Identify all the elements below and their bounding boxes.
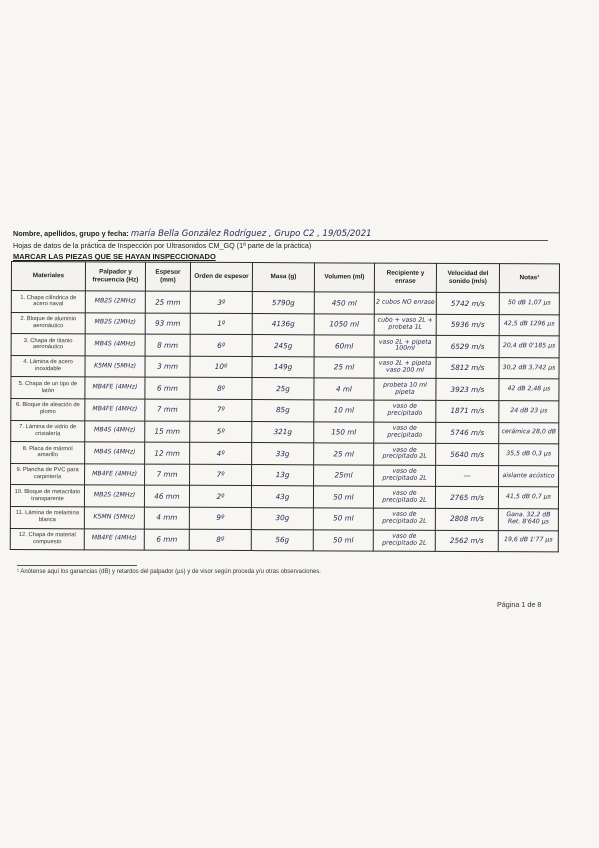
material-cell: 7. Lámina de vidrio de cristalería [11, 420, 85, 442]
probe-cell: MB4S (4MHz) [85, 442, 145, 464]
order-cell: 9º [189, 507, 251, 529]
col-velocidad: Velocidad del sonido (m/s) [436, 263, 499, 292]
thickness-cell: 93 mm [145, 313, 190, 335]
mass-cell: 5790g [252, 292, 314, 314]
col-recipiente: Recipiente y enrase [374, 263, 436, 292]
table-row [11, 398, 559, 422]
velocity-cell: 6529 m/s [436, 336, 499, 358]
velocity-cell: 2562 m/s [435, 530, 498, 552]
notes-cell: 20,4 dB 0'185 µs [499, 336, 559, 358]
notes-cell: 41,5 dB 0,7 µs [498, 487, 558, 509]
table-row [11, 463, 559, 487]
table-row [11, 377, 559, 401]
mass-cell: 30g [251, 507, 313, 529]
probe-cell: MB2S (2MHz) [84, 485, 144, 507]
velocity-cell: 5640 m/s [436, 444, 499, 466]
velocity-cell: 3923 m/s [436, 379, 499, 401]
container-cell: vaso 2L + pipeta 100ml [374, 335, 436, 357]
material-cell: 10. Bloque de metacrilato transparente [10, 485, 84, 507]
page-number: Página 1 de 8 [497, 600, 542, 609]
table-row [10, 485, 558, 509]
volume-cell: 25 ml [314, 443, 374, 465]
subtitle: Hojas de datos de la práctica de Inspección por Ultrasonidos CM_GQ (1ª parte de la práctica) [13, 241, 312, 250]
volume-cell: 25 ml [314, 357, 374, 379]
footnote: ¹ Anótense aquí los ganancias (dB) y retardos del palpador (µs) y de visor según proceda y/u otras observaciones. [17, 569, 321, 575]
notes-cell: 42,5 dB 1296 µs [499, 314, 559, 336]
order-cell: 3º [190, 291, 252, 313]
container-cell: vaso de precipitado 2L [374, 465, 436, 487]
notes-cell: Gana. 32,2 dB Ret. 8'640 µs [498, 509, 558, 531]
col-palpador: Palpador y frecuencia (Hz) [85, 262, 145, 291]
velocity-cell: 2765 m/s [435, 487, 498, 509]
probe-cell: MB4FE (4MHz) [85, 377, 145, 399]
material-cell: 4. Lámina de acero inoxidable [11, 355, 85, 377]
volume-cell: 10 ml [314, 400, 374, 422]
mass-cell: 245g [252, 335, 314, 357]
order-cell: 7º [190, 399, 252, 421]
probe-cell: MB4S (4MHz) [85, 420, 145, 442]
mass-cell: 56g [251, 529, 313, 551]
col-notas: Notas¹ [499, 264, 559, 293]
col-volumen: Volumen (ml) [314, 263, 374, 292]
volume-cell: 1050 ml [314, 313, 374, 335]
table-row [11, 334, 559, 358]
thickness-cell: 4 mm [144, 507, 189, 529]
volume-cell: 50 ml [313, 508, 373, 530]
material-cell: 8. Placa de mármol amarillo [11, 442, 85, 464]
material-cell: 5. Chapa de un tipo de latón [11, 377, 85, 399]
container-cell: 2 cubos NO enrase [374, 292, 436, 314]
order-cell: 8º [189, 529, 251, 551]
material-cell: 6. Bloque de aleación de plomo [11, 398, 85, 420]
order-cell: 5º [190, 421, 252, 443]
table-row [11, 442, 559, 466]
thickness-cell: 6 mm [144, 529, 189, 551]
name-value: maría Bella González Rodríguez , Grupo C2 , 19/05/2021 [130, 229, 372, 239]
mass-cell: 321g [252, 421, 314, 443]
container-cell: vaso de precipitado 2L [373, 530, 435, 552]
velocity-cell: 5812 m/s [436, 357, 499, 379]
probe-cell: MB4FE (4MHz) [85, 464, 145, 486]
col-espesor: Espesor (mm) [145, 262, 190, 291]
container-cell: probeta 10 ml pipeta [374, 378, 436, 400]
order-cell: 1º [190, 313, 252, 335]
material-cell: 1. Chapa cilíndrica de acero naval [11, 291, 85, 313]
mass-cell: 85g [252, 400, 314, 422]
thickness-cell: 7 mm [145, 399, 190, 421]
inspection-table [10, 261, 560, 553]
mass-cell: 4136g [252, 313, 314, 335]
mass-cell: 25g [252, 378, 314, 400]
mass-cell: 43g [251, 486, 313, 508]
volume-cell: 60ml [314, 335, 374, 357]
notes-cell: 42 dB 2,48 µs [499, 379, 559, 401]
notes-cell: 19,6 dB 1'77 µs [498, 530, 558, 552]
notes-cell: 24 dB 23 µs [499, 401, 559, 423]
order-cell: 10º [190, 356, 252, 378]
container-cell: cubo + vaso 2L + probeta 1L [374, 314, 436, 336]
order-cell: 7º [190, 464, 252, 486]
table-row [10, 528, 558, 552]
velocity-cell: 5746 m/s [436, 422, 499, 444]
mass-cell: 33g [252, 443, 314, 465]
thickness-cell: 6 mm [145, 377, 190, 399]
notes-cell: aislante acústico [499, 465, 559, 487]
name-label: Nombre, apellidos, grupo y fecha: [13, 229, 129, 238]
container-cell: vaso de precipitado [374, 400, 436, 422]
order-cell: 6º [190, 334, 252, 356]
probe-cell: MB2S (2MHz) [85, 312, 145, 334]
table-row [11, 312, 559, 336]
thickness-cell: 3 mm [145, 356, 190, 378]
velocity-cell: 5742 m/s [436, 292, 499, 314]
probe-cell: MB2S (2MHz) [85, 291, 145, 313]
order-cell: 4º [190, 442, 252, 464]
table-header-row [11, 262, 559, 293]
volume-cell: 50 ml [313, 529, 373, 551]
col-masa: Masa (g) [252, 263, 314, 292]
col-materiales: Materiales [11, 262, 85, 291]
instruction: MARCAR LAS PIEZAS QUE SE HAYAN INSPECCIONADO [13, 252, 216, 261]
material-cell: 3. Chapa de titanio aeronáutico [11, 334, 85, 356]
probe-cell: K5MN (5MHz) [85, 356, 145, 378]
notes-cell: 30,2 dB 3,742 µs [499, 357, 559, 379]
material-cell: 11. Lámina de melamina blanca [10, 506, 84, 528]
volume-cell: 4 ml [314, 378, 374, 400]
name-line [13, 229, 372, 239]
thickness-cell: 12 mm [145, 442, 190, 464]
volume-cell: 150 ml [314, 421, 374, 443]
probe-cell: MB4S (4MHz) [85, 334, 145, 356]
notes-cell: 35,5 dB 0,3 µs [499, 444, 559, 466]
table-row [11, 420, 559, 444]
container-cell: vaso 2L + pipeta vaso 200 ml [374, 357, 436, 379]
container-cell: vaso de precipitado [374, 422, 436, 444]
velocity-cell: — [436, 465, 499, 487]
container-cell: vaso de precipitado 2L [374, 443, 436, 465]
thickness-cell: 46 mm [144, 485, 189, 507]
table-row [11, 355, 559, 379]
container-cell: vaso de precipitado 2L [373, 486, 435, 508]
velocity-cell: 1871 m/s [436, 400, 499, 422]
probe-cell: MB4FE (4MHz) [84, 528, 144, 550]
probe-cell: MB4FE (4MHz) [85, 399, 145, 421]
notes-cell: cerámica 28,0 dB [499, 422, 559, 444]
velocity-cell: 2808 m/s [435, 508, 498, 530]
order-cell: 8º [190, 378, 252, 400]
probe-cell: K5MN (5MHz) [84, 507, 144, 529]
thickness-cell: 8 mm [145, 334, 190, 356]
table-row [11, 291, 559, 315]
notes-cell: 50 dB 1,07 µs [499, 293, 559, 315]
velocity-cell: 5936 m/s [436, 314, 499, 336]
material-cell: 2. Bloque de aluminio aeronáutico [11, 312, 85, 334]
mass-cell: 149g [252, 356, 314, 378]
table-row [10, 506, 558, 530]
container-cell: vaso de precipitado 2L [373, 508, 435, 530]
col-orden: Orden de espesor [190, 262, 252, 291]
volume-cell: 25ml [314, 465, 374, 487]
thickness-cell: 25 mm [145, 291, 190, 313]
thickness-cell: 15 mm [145, 421, 190, 443]
material-cell: 9. Plancha de PVC para carpintería [11, 463, 85, 485]
order-cell: 2º [189, 486, 251, 508]
footnote-rule [17, 565, 137, 566]
thickness-cell: 7 mm [145, 464, 190, 486]
volume-cell: 450 ml [314, 292, 374, 314]
volume-cell: 50 ml [313, 486, 373, 508]
mass-cell: 13g [252, 464, 314, 486]
material-cell: 12. Chapa de material compuesto [10, 528, 84, 550]
